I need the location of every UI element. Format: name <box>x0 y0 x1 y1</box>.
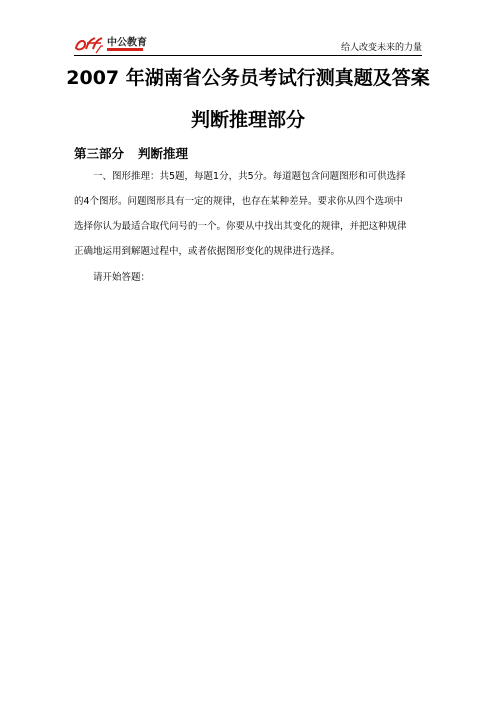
document-subtitle: 判断推理部分 <box>190 109 305 131</box>
start-prompt: 请开始答题： <box>93 272 151 283</box>
paragraph-line: 选择你认为最适合取代问号的一个。你要从中找出其变化的规律，并把这种规律 <box>74 221 407 232</box>
section-heading <box>74 146 188 161</box>
section-name-label: 判断推理 <box>138 146 189 161</box>
section-part-label: 第三部分 <box>74 146 125 161</box>
paragraph-line: 的4个图形。问题图形具有一定的规律，也存在某种差异。要求你从四个选项中 <box>74 196 404 207</box>
offcn-logo <box>74 34 174 54</box>
header-divider <box>74 55 422 56</box>
paragraph-line: 一、图形推理：共5题，每题1分，共5分。每道题包含问题图形和可供选择 <box>93 171 406 182</box>
header-tagline: 给人改变未来的力量 <box>340 43 422 53</box>
page-header <box>74 34 422 56</box>
document-title: 2007 年湖南省公务员考试行测真题及答案 <box>66 67 430 89</box>
logo-text: 中公教育 <box>107 37 147 49</box>
paragraph-line: 正确地运用到解题过程中，或者依据图形变化的规律进行选择。 <box>74 246 341 257</box>
